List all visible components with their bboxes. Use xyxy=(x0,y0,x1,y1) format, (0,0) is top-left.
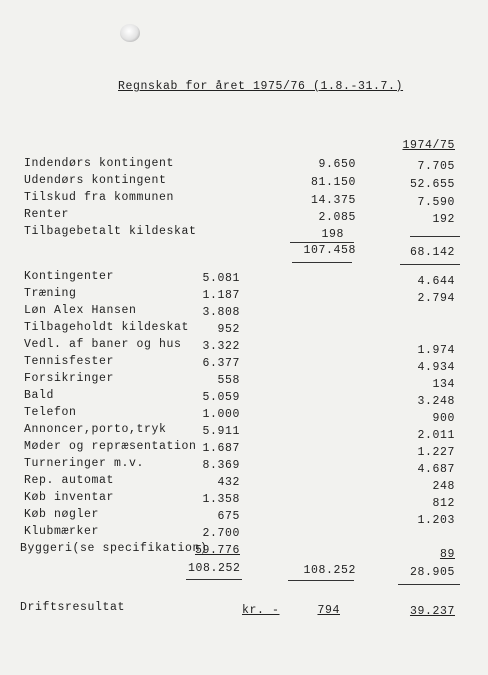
expense-label: Annoncer,porto,tryk xyxy=(24,423,167,436)
expense-label: Træning xyxy=(24,287,77,300)
expense-previous: 134 xyxy=(432,378,455,391)
income-previous: 192 xyxy=(432,213,455,226)
income-current: 81.150 xyxy=(310,176,356,189)
expense-label: Telefon xyxy=(24,406,77,419)
income-current: 198 xyxy=(321,228,344,241)
expense-total-current-rule xyxy=(288,580,354,581)
expense-amount: 1.000 xyxy=(202,408,240,421)
expense-previous: 812 xyxy=(432,497,455,510)
expense-label: Køb nøgler xyxy=(24,508,100,521)
expense-label: Turneringer m.v. xyxy=(24,457,145,470)
expense-label: Tilbageholdt kildeskat xyxy=(24,321,190,334)
income-sum-rule xyxy=(290,242,354,243)
expense-previous: 2.011 xyxy=(417,429,455,442)
expense-amount: 3.322 xyxy=(202,340,240,353)
income-label: Indendørs kontingent xyxy=(24,157,175,170)
income-total-previous: 68.142 xyxy=(409,246,455,259)
expense-amount: 1.187 xyxy=(202,289,240,302)
income-label: Tilbagebetalt kildeskat xyxy=(24,225,197,238)
expense-amount: 8.369 xyxy=(202,459,240,472)
result-current: 794 xyxy=(317,604,340,617)
result-label: Driftsresultat xyxy=(20,601,126,614)
expense-label: Køb inventar xyxy=(24,491,115,504)
income-total-rule xyxy=(292,262,352,263)
expense-amount: 2.700 xyxy=(202,527,240,540)
expense-label: Forsikringer xyxy=(24,372,115,385)
expense-amount: 952 xyxy=(217,323,240,336)
prev-year-header: 1974/75 xyxy=(402,139,455,152)
expense-label: Rep. automat xyxy=(24,474,115,487)
income-previous: 52.655 xyxy=(409,178,455,191)
expense-previous: 4.687 xyxy=(417,463,455,476)
expense-previous: 1.203 xyxy=(417,514,455,527)
expense-amount: 675 xyxy=(217,510,240,523)
income-prev-sum-rule xyxy=(410,236,460,237)
expense-previous: 4.934 xyxy=(417,361,455,374)
income-current: 2.085 xyxy=(318,211,356,224)
result-currency: kr. - xyxy=(242,604,280,617)
expense-label: Byggeri(se specifikation) xyxy=(20,542,208,555)
expense-previous: 1.227 xyxy=(417,446,455,459)
expense-total-previous: 28.905 xyxy=(409,566,455,579)
income-total-current: 107.458 xyxy=(303,244,356,257)
expense-previous: 900 xyxy=(432,412,455,425)
expense-amount: 5.059 xyxy=(202,391,240,404)
expense-previous: 89 xyxy=(439,548,455,561)
expense-label: Vedl. af baner og hus xyxy=(24,338,182,351)
expense-label: Løn Alex Hansen xyxy=(24,304,137,317)
expense-label: Bald xyxy=(24,389,55,402)
income-label: Renter xyxy=(24,208,70,221)
income-label: Udendørs kontingent xyxy=(24,174,167,187)
income-prev-total-rule xyxy=(400,264,460,265)
expense-label: Tennisfester xyxy=(24,355,115,368)
expense-total-current: 108.252 xyxy=(303,564,356,577)
expense-previous: 3.248 xyxy=(417,395,455,408)
expense-amount: 432 xyxy=(217,476,240,489)
expense-amount: 3.808 xyxy=(202,306,240,319)
expense-previous: 1.974 xyxy=(417,344,455,357)
expense-total-amount: 108.252 xyxy=(188,562,241,575)
income-previous: 7.590 xyxy=(417,196,455,209)
expense-previous: 2.794 xyxy=(417,292,455,305)
expense-amount: 5.911 xyxy=(202,425,240,438)
income-label: Tilskud fra kommunen xyxy=(24,191,175,204)
income-current: 14.375 xyxy=(310,194,356,207)
expense-amount: 5.081 xyxy=(202,272,240,285)
punch-hole xyxy=(120,24,140,42)
expense-total-prev-rule xyxy=(398,584,460,585)
expense-amount: 1.358 xyxy=(202,493,240,506)
expense-previous: 4.644 xyxy=(417,275,455,288)
expense-amount: 1.687 xyxy=(202,442,240,455)
expense-label: Møder og repræsentation xyxy=(24,440,197,453)
expense-amount: 59.776 xyxy=(194,544,240,557)
expense-amount: 558 xyxy=(217,374,240,387)
income-previous: 7.705 xyxy=(417,160,455,173)
income-current: 9.650 xyxy=(318,158,356,171)
expense-previous: 248 xyxy=(432,480,455,493)
result-previous: 39.237 xyxy=(409,605,455,618)
document-title: Regnskab for året 1975/76 (1.8.-31.7.) xyxy=(118,80,404,93)
expense-label: Klubmærker xyxy=(24,525,100,538)
expense-total-rule xyxy=(186,579,242,580)
expense-amount: 6.377 xyxy=(202,357,240,370)
expense-label: Kontingenter xyxy=(24,270,115,283)
